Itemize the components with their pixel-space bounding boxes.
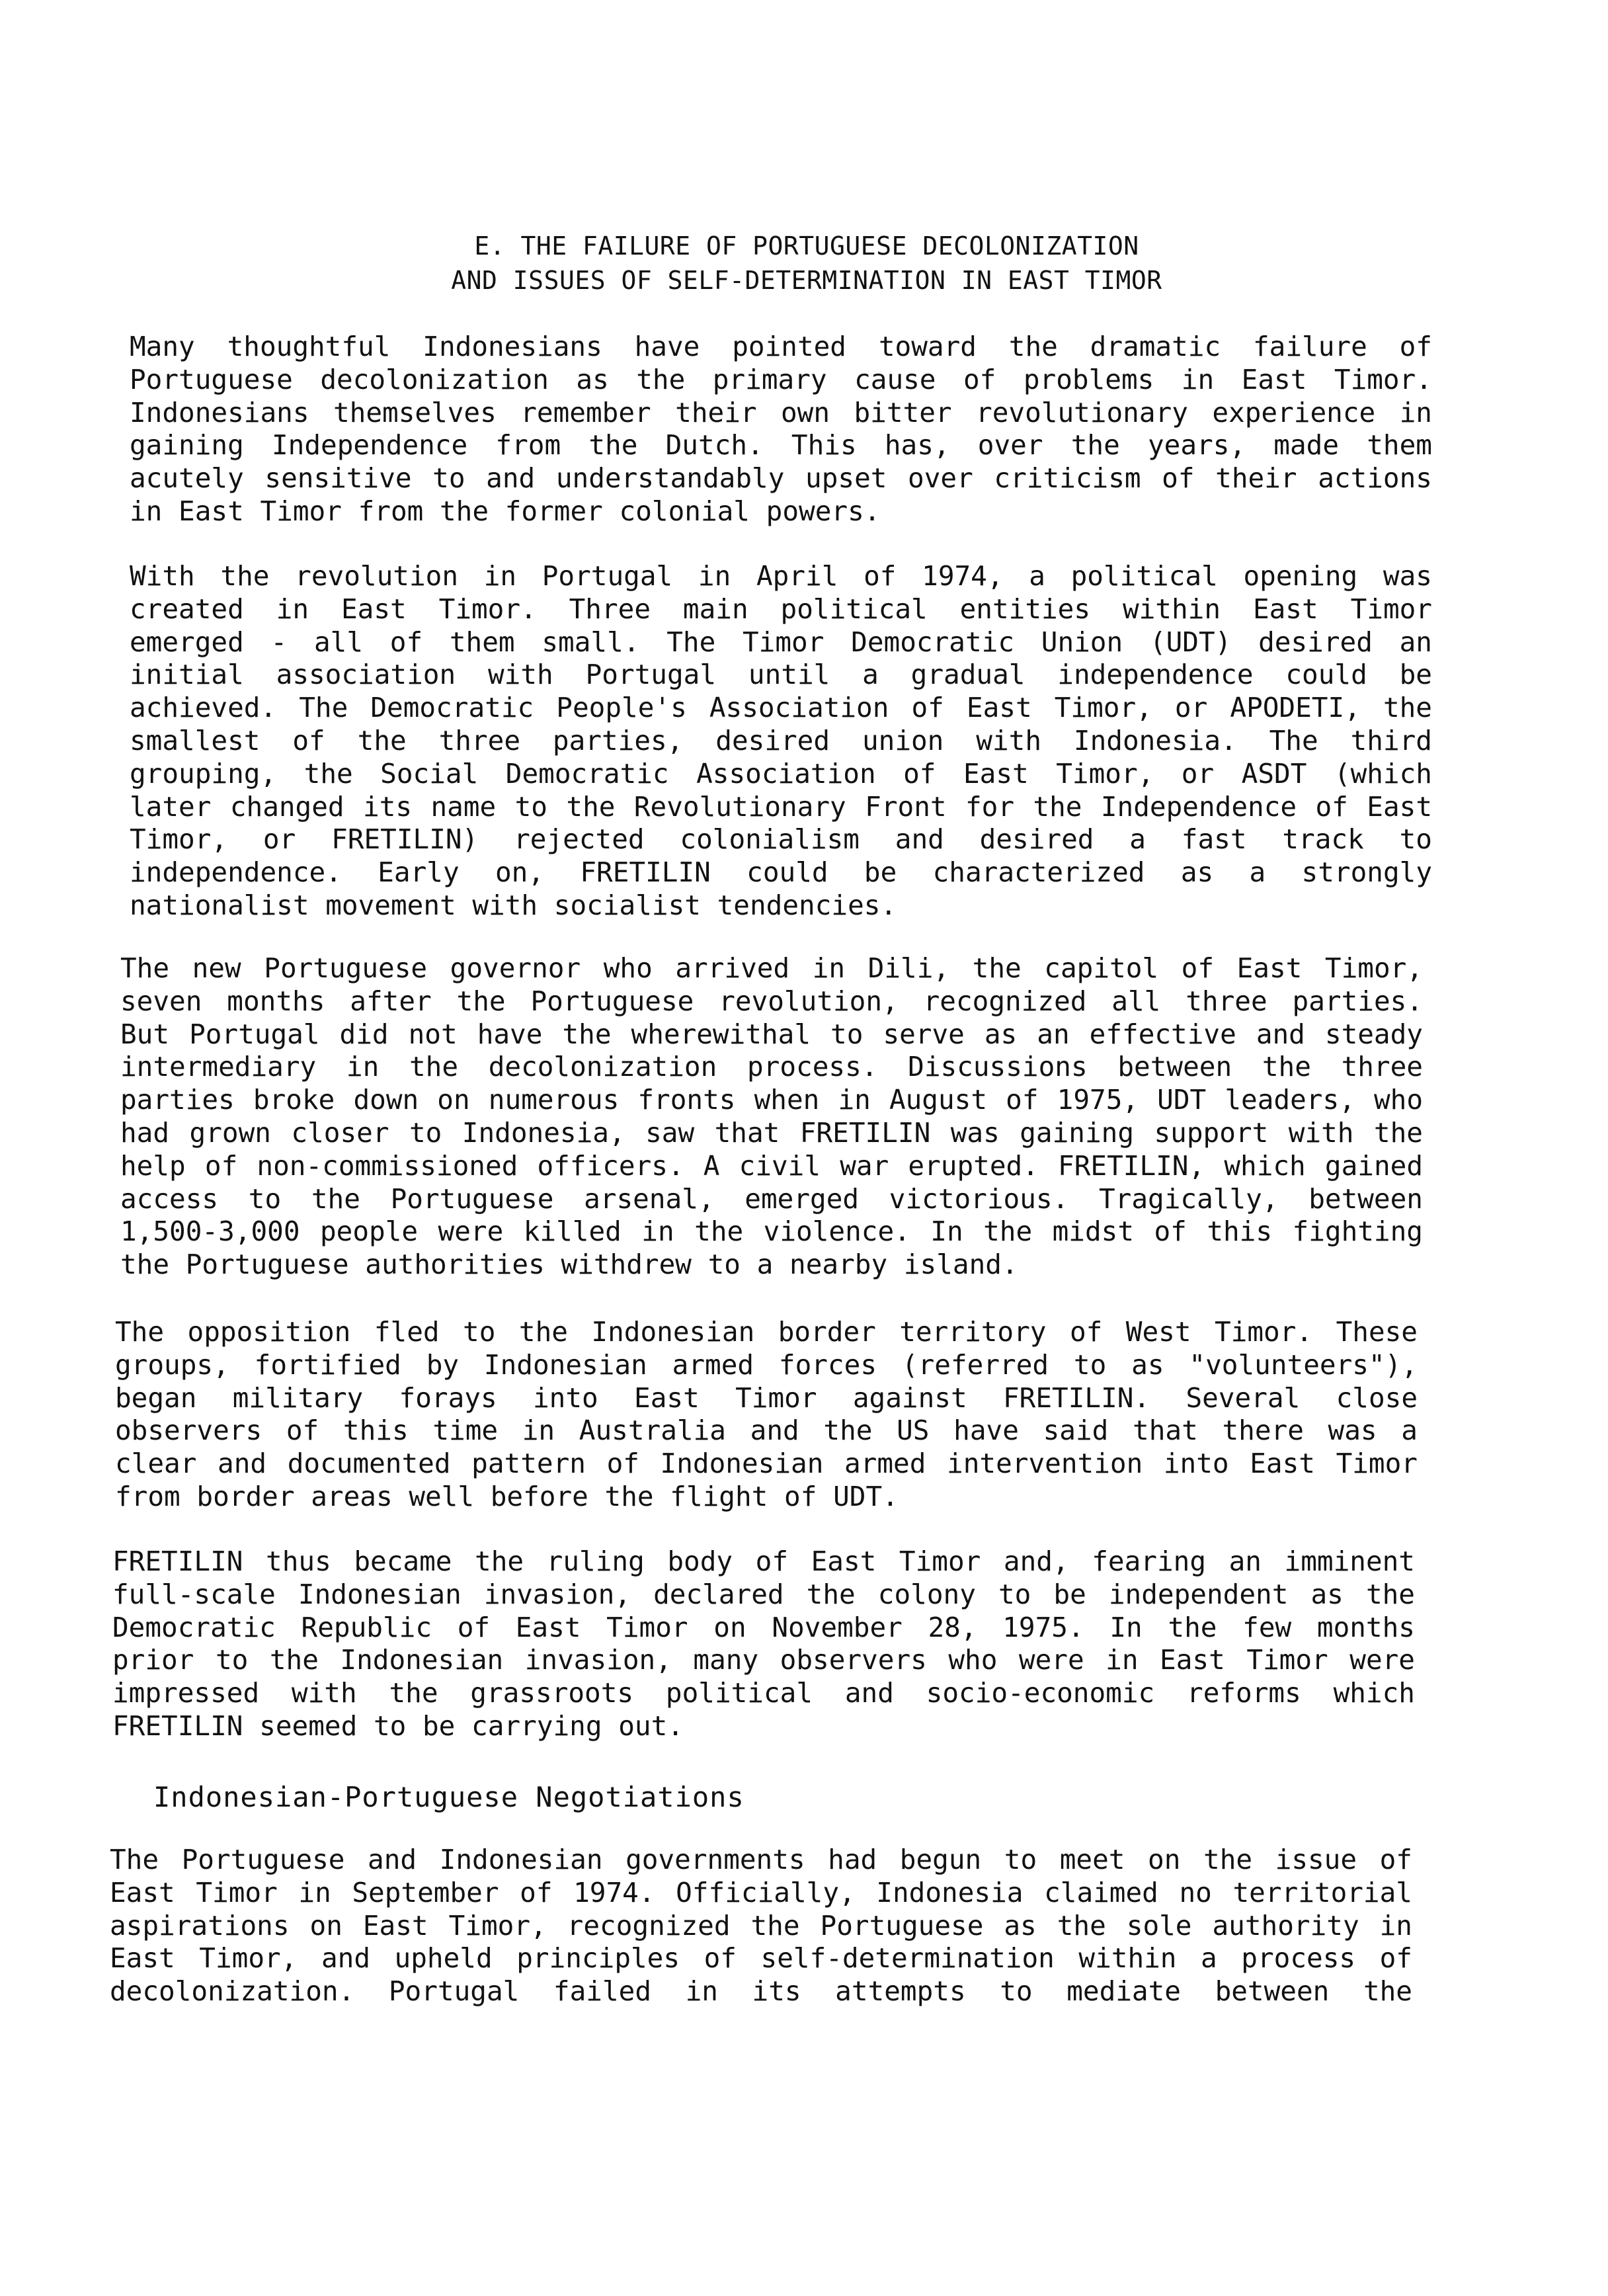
text-line: parties broke down on numerous fronts when in August of 1975, UDT leaders, who [120,1084,1423,1116]
text-line: East Timor, and upheld principles of self-determination within a process of [110,1942,1412,1975]
text-line: impressed with the grassroots political and socio-economic reforms which [112,1677,1415,1709]
paragraph-6 [110,1844,1412,2008]
text-line: full-scale Indonesian invasion, declared the colony to be independent as the [112,1578,1415,1610]
text-line: access to the Portuguese arsenal, emerged victorious. Tragically, between [120,1182,1423,1215]
text-line: prior to the Indonesian invasion, many observers who were in East Timor were [112,1644,1415,1676]
text-line: But Portugal did not have the wherewithal to serve as an effective and steady [120,1018,1423,1050]
text-line: 1,500-3,000 people were killed in the violence. In the midst of this fighting [120,1215,1423,1248]
text-line: independence. Early on, FRETILIN could be characterized as a strongly [130,856,1432,889]
text-line: Indonesians themselves remember their own bitter revolutionary experience in [130,396,1432,429]
text-line: aspirations on East Timor, recognized the Portuguese as the sole authority in [110,1909,1412,1942]
text-line: Many thoughtful Indonesians have pointed toward the dramatic failure of [130,331,1432,362]
text-line: The opposition fled to the Indonesian border territory of West Timor. These [115,1316,1418,1348]
subheading: Indonesian-Portuguese Negotiations [153,1781,744,1813]
text-line: observers of this time in Australia and the US have said that there was a [115,1414,1418,1447]
text-line: grouping, the Social Democratic Association of East Timor, or ASDT (which [130,757,1432,790]
text-line: the Portuguese authorities withdrew to a nearby island. [120,1249,1018,1281]
section-title-line-1: E. THE FAILURE OF PORTUGUESE DECOLONIZATION [474,231,1139,261]
text-line: intermediary in the decolonization process. Discussions between the three [120,1051,1423,1083]
text-line: achieved. The Democratic People's Association of East Timor, or APODETI, the [130,692,1432,724]
text-line: initial association with Portugal until a gradual independence could be [130,659,1432,691]
paragraph-5 [112,1545,1415,1743]
paragraph-3 [120,952,1423,1282]
text-line: groups, fortified by Indonesian armed forces (referred to as "volunteers"), [115,1348,1418,1381]
text-line: Timor, or FRETILIN) rejected colonialism and desired a fast track to [130,823,1432,856]
text-line: seven months after the Portuguese revolution, recognized all three parties. [120,985,1423,1017]
paragraph-1 [130,331,1432,528]
text-line: began military forays into East Timor against FRETILIN. Several close [115,1381,1418,1414]
section-title-line-2: AND ISSUES OF SELF-DETERMINATION IN EAST TIMOR [451,266,1162,295]
text-line: nationalist movement with socialist tendencies. [130,889,897,921]
text-line: help of non-commissioned officers. A civil war erupted. FRETILIN, which gained [120,1149,1423,1182]
text-line: The Portuguese and Indonesian governments had begun to meet on the issue of [110,1844,1412,1875]
text-line: decolonization. Portugal failed in its attempts to mediate between the [110,1975,1412,2008]
text-line: gaining Independence from the Dutch. This has, over the years, made them [130,429,1432,462]
paragraph-4 [115,1316,1418,1514]
text-line: East Timor in September of 1974. Officially, Indonesia claimed no territorial [110,1876,1412,1908]
text-line: smallest of the three parties, desired union with Indonesia. The third [130,724,1432,757]
text-line: acutely sensitive to and understandably upset over criticism of their actions [130,462,1432,495]
text-line: emerged - all of them small. The Timor Democratic Union (UDT) desired an [130,626,1432,658]
text-line: later changed its name to the Revolutionary Front for the Independence of East [130,790,1432,823]
text-line: With the revolution in Portugal in April of 1974, a political opening was [130,560,1432,592]
paragraph-2 [130,560,1432,922]
text-line: in East Timor from the former colonial powers. [130,495,881,527]
text-line: from border areas well before the flight of UDT. [115,1480,899,1512]
text-line: clear and documented pattern of Indonesian armed intervention into East Timor [115,1448,1418,1480]
text-line: FRETILIN seemed to be carrying out. [112,1709,684,1742]
text-line: had grown closer to Indonesia, saw that FRETILIN was gaining support with the [120,1116,1423,1149]
text-line: Portuguese decolonization as the primary cause of problems in East Timor. [130,363,1432,395]
section-title [370,229,1243,298]
text-line: The new Portuguese governor who arrived in Dili, the capitol of East Timor, [120,952,1423,984]
text-line: FRETILIN thus became the ruling body of East Timor and, fearing an imminent [112,1545,1415,1577]
text-line: Democratic Republic of East Timor on November 28, 1975. In the few months [112,1611,1415,1643]
text-line: created in East Timor. Three main political entities within East Timor [130,593,1432,625]
